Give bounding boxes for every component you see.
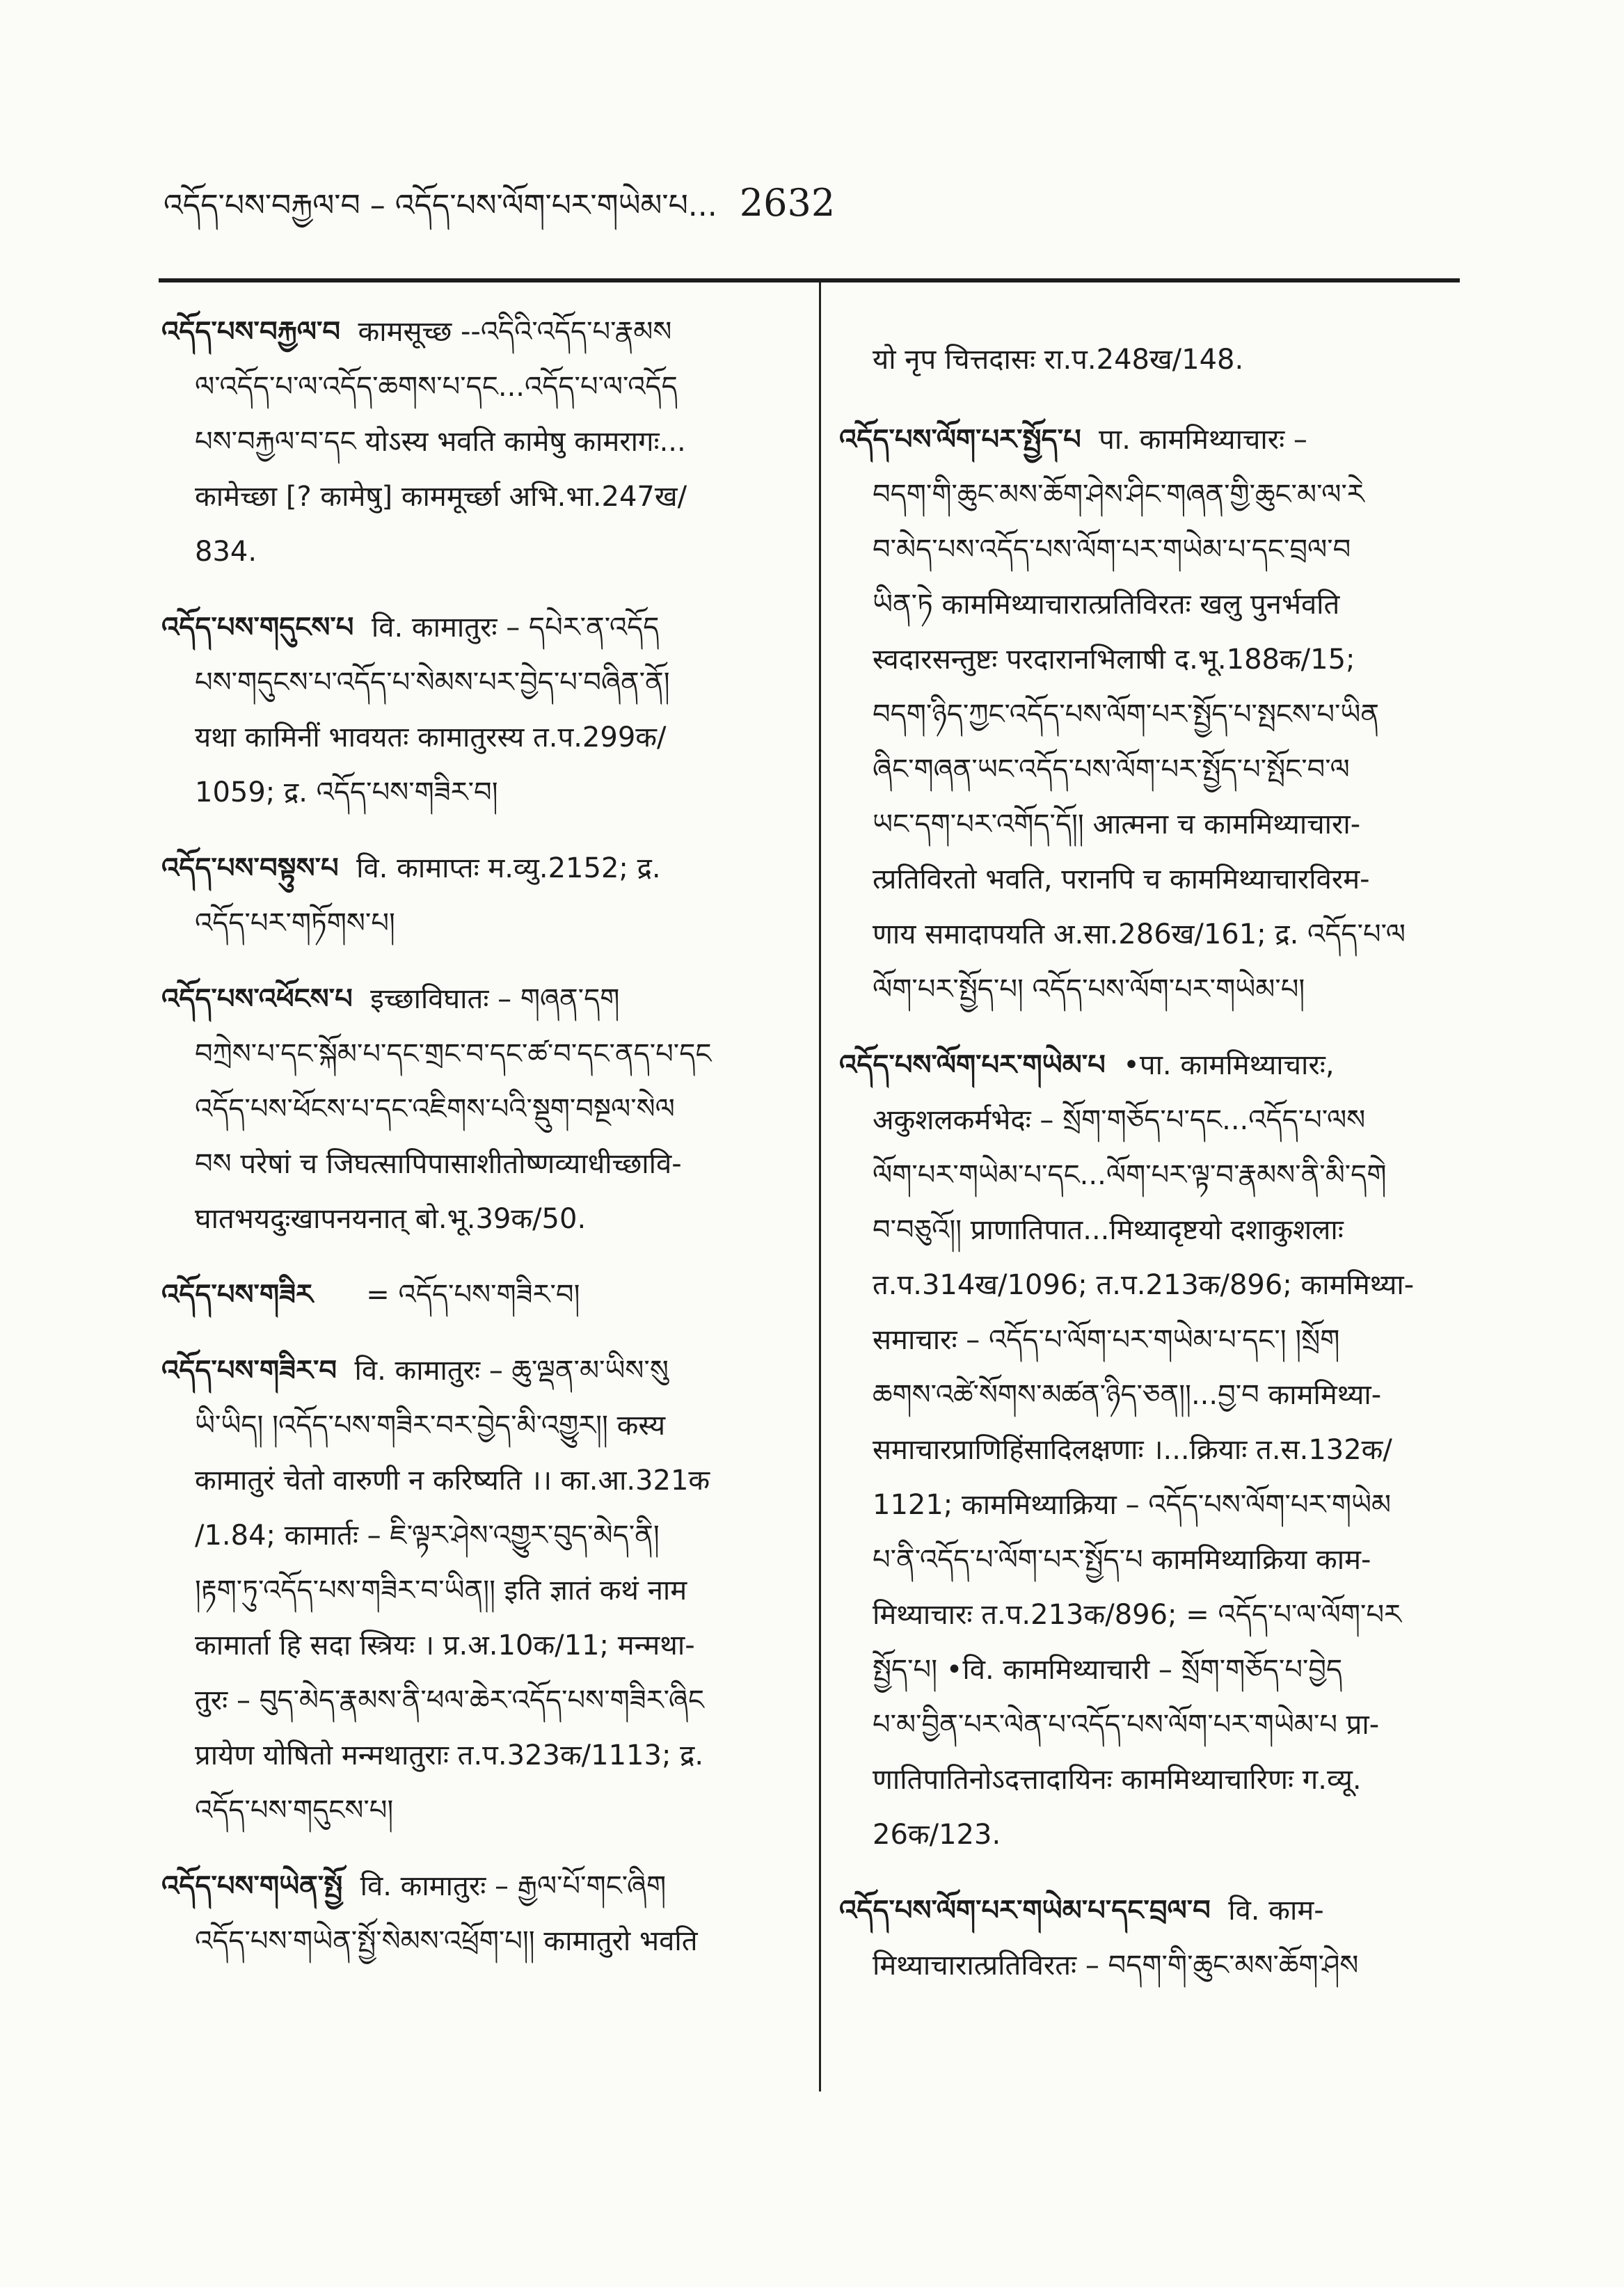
entry-line: །རྟག་ཏུ་འདོད་པས་གཟིར་བ་ཡིན།། इति ज्ञातं कथं नाम [195, 1575, 687, 1607]
dictionary-entry [839, 413, 1465, 1017]
entry-line: བཀྲེས་པ་དང་སྐོམ་པ་དང་གྲང་བ་དང་ཚ་བ་དང་ནད་པ་དང [195, 1038, 712, 1070]
entry-line: मिथ्याचारः त.प.213क/896; = འདོད་པ་ལ་ལོག་པར [873, 1599, 1402, 1631]
entry-line: པ་ནི་འདོད་པ་ལོག་པར་སྤྱོད་པ काममिथ्याक्रिया काम- [873, 1544, 1371, 1576]
entry-line: यथा कामिनीं भावयतः कामातुरस्य त.प.299क/ [195, 722, 667, 754]
entry-line: णातिपातिनोऽदत्तादायिनः काममिथ्याचारिणः ग.व्यू. [873, 1764, 1362, 1796]
entry-line: པ་མ་བྱིན་པར་ལེན་པ་འདོད་པས་ལོག་པར་གཡེམ་པ प्रा- [873, 1709, 1380, 1741]
headword: འདོད་པས་གདུངས་པ [161, 612, 354, 644]
dictionary-entry [839, 1883, 1465, 1993]
dictionary-entry [161, 600, 796, 820]
entry-line: ཡི་ཡིད། །འདོད་པས་གཟིར་བར་བྱེད་མི་འགྱུར།། कस्य [195, 1410, 666, 1442]
entry-line: तुरः – བུད་མེད་རྣམས་ནི་ཕལ་ཆེར་འདོད་པས་གཟིར་ཞིང [195, 1684, 704, 1716]
headword: འདོད་པས་གཟིར་བ [161, 1355, 337, 1387]
entry-line: कामेच्छा [? कामेषु] काममूर्च्छा अभि.भा.247ख/ [195, 481, 687, 513]
entry-line: •पा. काममिथ्याचारः, [1123, 1049, 1335, 1081]
header-range: འདོད་པས་བརྐྱལ་བ – འདོད་པས་ལོག་པར་གཡེམ་པ... [164, 188, 717, 223]
entry-line: འདོད་པར་གཏོགས་པ། [195, 907, 395, 939]
entry-line: कामातुरं चेतो वारुणी न करिष्यति ।। का.आ.321क [195, 1465, 710, 1497]
entry-line: བདག་ཉིད་ཀྱང་འདོད་པས་ལོག་པར་སྤྱོད་པ་སྤངས་པ་ཡིན [873, 699, 1380, 731]
header-rule [159, 278, 1460, 282]
dictionary-entry [161, 1344, 796, 1838]
entry-line: अकुशलकर्मभेदः – སྲོག་གཅོད་པ་དང...འདོད་པ་ལས [873, 1104, 1366, 1136]
headword: འདོད་པས་བསྟུས་པ [161, 852, 339, 884]
entry-line: पा. काममिथ्याचारः – [1099, 424, 1307, 456]
entry-line: སྤྱོད་པ། •वि. काममिथ्याचारी – སྲོག་གཅོད་པ་བྱེད [873, 1654, 1343, 1686]
entry-line: कामार्ता हि सदा स्त्रियः । प्र.अ.10क/11; मन्मथा- [195, 1629, 695, 1662]
dictionary-entry [161, 1268, 796, 1323]
entry-line: ཡིན་ཏེ काममिथ्याचारात्प्रतिविरतः खलु पुनर्भवति [873, 589, 1340, 621]
continuation-line: यो नृप चित्तदासः रा.प.248ख/148. [873, 344, 1244, 376]
entry-line: इच्छाविघातः – གཞན་དག [370, 983, 620, 1015]
headword: འདོད་པས་གཟིར [161, 1279, 313, 1311]
entry-line: བདག་གི་ཆུང་མས་ཆོག་ཤེས་ཤིང་གཞན་གྱི་ཆུང་མ་ལ་རེ [873, 479, 1364, 511]
entry-line: ལོག་པར་གཡེམ་པ་དང...ལོག་པར་ལྟ་བ་རྣམས་ནི་མི་དགེ [873, 1159, 1387, 1191]
dictionary-entry [839, 1038, 1465, 1863]
dictionary-entry [161, 841, 796, 951]
entry-line: བ་བཅུའོ།། प्राणातिपात...मिथ्यादृष्टयो दशाकुशलाः [873, 1214, 1344, 1246]
entry-line: स्वदारसन्तुष्टः परदारानभिलाषी द.भू.188क/15; [873, 644, 1355, 676]
dictionary-entry [161, 1859, 796, 1969]
entry-line: /1.84; कामार्तः – ཇི་ལྟར་ཤེས་འགྱུར་བུད་མེད་ནི། [195, 1520, 660, 1552]
entry-line: वि. कामातुरः – ཆུ་ལྡན་མ་ཡིས་སུ [354, 1355, 669, 1387]
entry-line: = འདོད་པས་གཟིར་བ། [366, 1279, 580, 1311]
entry-line: འདོད་པས་ཕོངས་པ་དང་འཇིགས་པའི་སྡུག་བསྔལ་སེལ [195, 1093, 675, 1125]
left-column [161, 305, 796, 1990]
entry-line: འདོད་པས་གདུངས་པ། [195, 1794, 394, 1826]
entry-line: समाचारः – འདོད་པ་ལོག་པར་གཡེམ་པ་དང་། །སྲོག [873, 1324, 1340, 1356]
entry-line: ཞིང་གཞན་ཡང་འདོད་པས་ལོག་པར་སྤྱོད་པ་སྤོང་བ་ལ [873, 754, 1350, 786]
entry-line: པས་བརྐྱལ་བ་དང योऽस्य भवति कामेषु कामरागः... [195, 426, 686, 458]
headword: འདོད་པས་ལོག་པར་གཡེམ་པ་དང་བྲལ་བ [839, 1895, 1211, 1927]
entry-line: वि. कामातुरः – རྒྱལ་པོ་གང་ཞིག [360, 1870, 667, 1902]
entry-line: णाय समादापयति अ.सा.286ख/161; द्र. འདོད་པ་ལ [873, 918, 1406, 950]
entry-line: ཆགས་འཚེ་སོགས་མཚན་ཉིད་ཅན།།...བྱ་བ काममिथ्या- [873, 1379, 1382, 1411]
entry-line: ལ་འདོད་པ་ལ་འདོད་ཆགས་པ་དང...འདོད་པ་ལ་འདོད [195, 371, 678, 403]
entry-line: 834. [195, 536, 257, 568]
right-column [839, 305, 1465, 2014]
entry-line: བ་མེད་པས་འདོད་པས་ལོག་པར་གཡེམ་པ་དང་བྲལ་བ [873, 534, 1351, 566]
entry-line: བས परेषां च जिघत्सापिपासाशीतोष्णव्याधीच्छावि- [195, 1148, 682, 1180]
page-header [164, 182, 835, 227]
entry-line: मिथ्याचारात्प्रतिविरतः – བདག་གི་ཆུང་མས་ཆོག་ཤེས [873, 1950, 1359, 1982]
entry-line: समाचारप्राणिहिंसादिलक्षणाः ।...क्रियाः त.स.132क/ [873, 1434, 1392, 1466]
entry-line: घातभयदुःखापनयनात् बो.भू.39क/50. [195, 1203, 587, 1235]
entry-line: त.प.314ख/1096; त.प.213क/896; काममिथ्या- [873, 1269, 1415, 1301]
entry-line: त्प्रतिविरतो भवति, परानपि च काममिथ्याचारविरम- [873, 863, 1370, 895]
entry-line: 1059; द्र. འདོད་པས་གཟིར་བ། [195, 776, 498, 808]
entry-line: वि. काम- [1228, 1895, 1324, 1927]
entry-line: ཡང་དག་པར་འགོད་དོ།། आत्मना च काममिथ्याचारा- [873, 808, 1361, 840]
entry-line: འདོད་པས་གཡེན་སྤྱོ་སེམས་འཕྲོག་པ།། कामातुरो भवति [195, 1925, 698, 1957]
entry-line: वि. कामातुरः – དཔེར་ན་འདོད [371, 612, 660, 644]
page-number: 2632 [739, 181, 836, 225]
entry-line: प्रायेण योषितो मन्मथातुराः त.प.323क/1113; द्र. [195, 1739, 704, 1771]
dictionary-entry [161, 972, 796, 1247]
entry-line: 26क/123. [873, 1819, 1001, 1851]
entry-line: कामसूच्छ --འདིའི་འདོད་པ་རྣམས [358, 316, 672, 348]
headword: འདོད་པས་འཕོངས་པ [161, 983, 353, 1015]
column-divider [819, 282, 821, 2091]
headword: འདོད་པས་ལོག་པར་སྤྱོད་པ [839, 424, 1081, 456]
headword: འདོད་པས་གཡེན་སྤྱོ [161, 1870, 343, 1902]
headword: འདོད་པས་བརྐྱལ་བ [161, 316, 341, 348]
entry-line: པས་གདུངས་པ་འདོད་པ་སེམས་པར་བྱེད་པ་བཞིན་ནོ། [195, 667, 670, 699]
entry-line: वि. कामाप्तः म.व्यु.2152; द्र. [356, 852, 661, 884]
entry-line: 1121; काममिथ्याक्रिया – འདོད་པས་ལོག་པར་གཡེམ [873, 1489, 1392, 1521]
entry-line: ལོག་པར་སྤྱོད་པ། འདོད་པས་ལོག་པར་གཡེམ་པ། [873, 973, 1305, 1005]
dictionary-entry [161, 305, 796, 580]
headword: འདོད་པས་ལོག་པར་གཡེམ་པ [839, 1049, 1106, 1081]
